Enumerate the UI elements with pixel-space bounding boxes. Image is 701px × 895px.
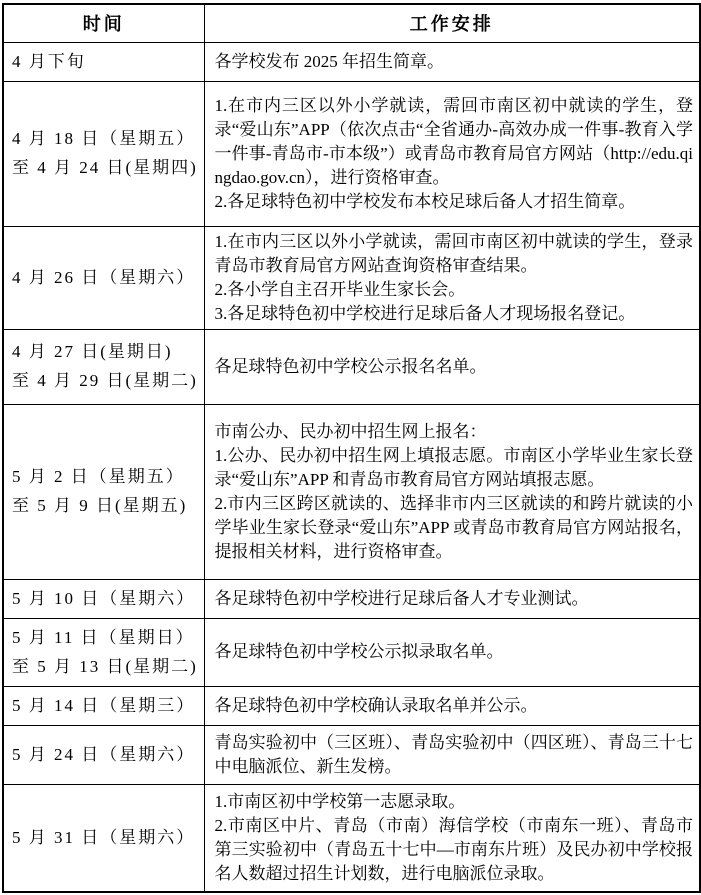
work-item-text: 2.市内三区跨区就读的、选择非市内三区就读的和跨片就读的小学毕业生家长登录“爱山东”APP 或青岛市教育局官方网站报名，提报相关材料，进行资格审查。 bbox=[214, 493, 693, 561]
time-text: 至 5 月 9 日(星期五) bbox=[12, 496, 188, 515]
work-cell bbox=[204, 81, 700, 226]
time-cell bbox=[3, 618, 204, 686]
time-text: 至 4 月 24 日(星期四) bbox=[12, 158, 198, 177]
work-item-text: 1.公办、民办初中招生网上填报志愿。市南区小学毕业生家长登录“爱山东”APP 和青岛市教育局官方网站填报志愿。 bbox=[214, 445, 693, 489]
work-item-text: 1.市南区初中学校第一志愿录取。 bbox=[214, 791, 466, 811]
schedule-row bbox=[3, 784, 700, 892]
time-cell bbox=[3, 784, 204, 892]
header-row bbox=[3, 4, 700, 42]
time-text: 4 月 27 日(星期日) bbox=[12, 342, 173, 361]
work-cell bbox=[204, 329, 700, 404]
schedule-row bbox=[3, 226, 700, 329]
work-item-text: 2.市南区中片、青岛（市南）海信学校（市南东一班）、青岛市第三实验初中（青岛五十七中—市南东片班）及民办初中学校报名人数超过招生计划数，进行电脑派位录取。 bbox=[214, 815, 693, 883]
schedule-row bbox=[3, 618, 700, 686]
time-cell bbox=[3, 725, 204, 784]
work-item-text: 3.各足球特色初中学校进行足球后备人才现场报名登记。 bbox=[214, 303, 636, 323]
work-cell bbox=[204, 404, 700, 579]
work-item-text: 各足球特色初中学校进行足球后备人才专业测试。 bbox=[214, 588, 589, 608]
time-text: 5 月 24 日（星期六） bbox=[12, 744, 196, 764]
schedule-row bbox=[3, 329, 700, 404]
work-item-text: 各足球特色初中学校公示拟录取名单。 bbox=[214, 642, 504, 661]
schedule-body bbox=[3, 42, 700, 892]
work-cell bbox=[204, 618, 700, 686]
time-text: 至 5 月 13 日(星期二) bbox=[12, 656, 198, 676]
time-cell bbox=[3, 329, 204, 404]
time-cell bbox=[3, 404, 204, 579]
work-item-text: 各学校发布 2025 年招生简章。 bbox=[214, 51, 444, 71]
work-cell bbox=[204, 226, 700, 329]
time-cell bbox=[3, 686, 204, 725]
work-cell bbox=[204, 784, 700, 892]
time-text: 5 月 14 日（星期三） bbox=[12, 695, 196, 715]
work-item-text: 2.各足球特色初中学校发布本校足球后备人才招生简章。 bbox=[214, 191, 636, 211]
time-text: 至 4 月 29 日(星期二) bbox=[12, 371, 198, 390]
work-item-text: 2.各小学自主召开毕业生家长会。 bbox=[214, 279, 466, 299]
time-text: 5 月 2 日（星期五） bbox=[12, 467, 185, 486]
header-work-label: 工作安排 bbox=[204, 4, 700, 42]
time-cell bbox=[3, 42, 204, 81]
time-cell bbox=[3, 226, 204, 329]
work-cell bbox=[204, 686, 700, 725]
work-item-text: 各足球特色初中学校确认录取名单并公示。 bbox=[214, 695, 538, 715]
work-item-text: 市南公办、民办初中招生网上报名： bbox=[214, 421, 487, 441]
work-cell bbox=[204, 579, 700, 618]
schedule-row bbox=[3, 404, 700, 579]
schedule-row bbox=[3, 81, 700, 226]
work-item-text: 各足球特色初中学校公示报名名单。 bbox=[214, 356, 487, 376]
work-cell bbox=[204, 725, 700, 784]
time-text: 5 月 11 日（星期日） bbox=[12, 627, 195, 647]
work-item-text: 1.在市内三区以外小学就读，需回市南区初中就读的学生，登录“爱山东”APP（依次点击“全省通办-高效办成一件事-教育入学一件事-青岛市-市本级”）或青岛市教育局官方网站（http://edu.qingdao.gov.cn），进行资格审查。 bbox=[214, 95, 693, 187]
work-cell bbox=[204, 42, 700, 81]
time-text: 4 月下旬 bbox=[12, 51, 86, 71]
work-item-text: 1.在市内三区以外小学就读，需回市南区初中就读的学生，登录青岛市教育局官方网站查询资格审查结果。 bbox=[214, 231, 693, 275]
time-cell bbox=[3, 81, 204, 226]
time-text: 5 月 10 日（星期六） bbox=[12, 588, 196, 608]
schedule-table bbox=[2, 3, 701, 893]
time-text: 4 月 26 日（星期六） bbox=[12, 267, 196, 287]
schedule-row bbox=[3, 579, 700, 618]
header-time-label: 时间 bbox=[3, 4, 204, 42]
schedule-row bbox=[3, 42, 700, 81]
time-text: 5 月 31 日（星期六） bbox=[12, 827, 196, 847]
schedule-row bbox=[3, 686, 700, 725]
work-item-text: 青岛实验初中（三区班）、青岛实验初中（四区班）、青岛三十七中电脑派位、新生发榜。 bbox=[214, 732, 693, 776]
schedule-row bbox=[3, 725, 700, 784]
time-cell bbox=[3, 579, 204, 618]
time-text: 4 月 18 日（星期五） bbox=[12, 129, 196, 148]
